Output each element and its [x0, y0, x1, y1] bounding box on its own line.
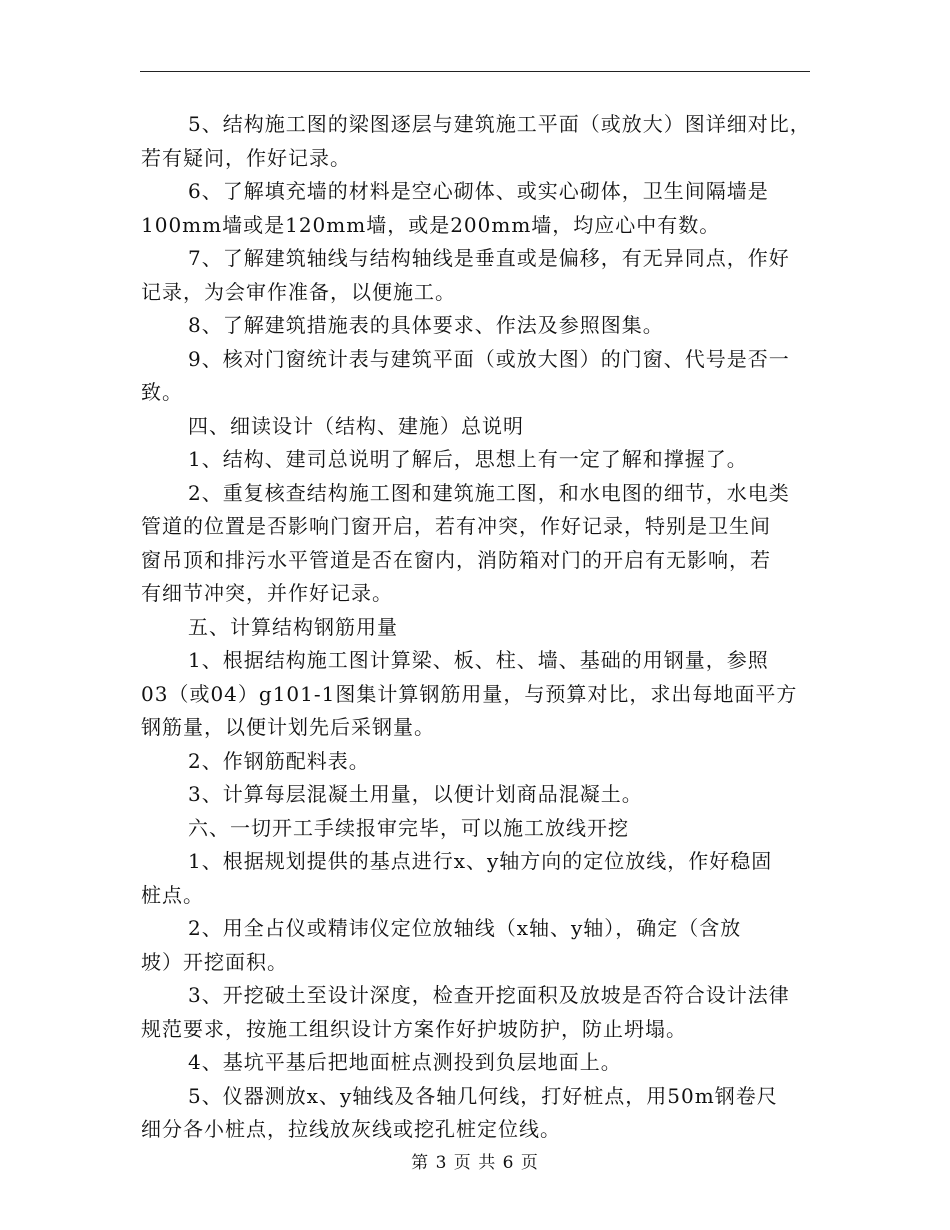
text-line: 2、作钢筋配料表。 [188, 748, 370, 773]
document-body [141, 108, 821, 1147]
text-line: 窗吊顶和排污水平管道是否在窗内，消防箱对门的开启有无影响，若 [141, 547, 771, 572]
text-line: 2、用全占仪或精讳仪定位放轴线（x轴、y轴），确定（含放 [188, 916, 742, 940]
text-line: 五、计算结构钢筋用量 [188, 614, 398, 639]
text-line: 4、基坑平基后把地面桩点测投到负层地面上。 [188, 1050, 622, 1074]
text-line: 管道的位置是否影响门窗开启，若有冲突，作好记录，特别是卫生间 [141, 514, 771, 538]
text-line: 六、一切开工手续报审完毕，可以施工放线开挖 [188, 815, 629, 840]
text-line: 1、结构、建司总说明了解后，思想上有一定了解和撑握了。 [188, 447, 748, 471]
text-line: 致。 [141, 380, 183, 404]
page-footer: 第 3 页 共 6 页 [411, 1153, 539, 1173]
text-line: 5、仪器测放x、y轴线及各轴几何线，打好桩点，用50m钢卷尺 [188, 1083, 778, 1108]
text-line: 记录，为会审作准备，以便施工。 [141, 279, 456, 304]
text-line: 8、了解建筑措施表的具体要求、作法及参照图集。 [188, 313, 664, 337]
text-line: 有细节冲突，并作好记录。 [141, 581, 393, 605]
text-line: 1、根据结构施工图计算梁、板、柱、墙、基础的用钢量，参照 [188, 648, 769, 672]
text-line: 桩点。 [141, 882, 204, 907]
text-line: 5、结构施工图的梁图逐层与建筑施工平面（或放大）图详细对比， [188, 112, 811, 136]
text-line: 6、了解填充墙的材料是空心砌体、或实心砌体，卫生间隔墙是 [188, 179, 769, 203]
text-line: 2、重复核查结构施工图和建筑施工图，和水电图的细节，水电类 [188, 480, 790, 505]
text-line: 钢筋量，以便计划先后采钢量。 [141, 715, 435, 739]
text-line: 3、开挖破土至设计深度，检查开挖面积及放坡是否符合设计法律 [188, 983, 790, 1007]
text-line: 3、计算每层混凝土用量，以便计划商品混凝土。 [188, 782, 643, 806]
header-rule [140, 71, 810, 72]
text-line: 9、核对门窗统计表与建筑平面（或放大图）的门窗、代号是否一 [188, 346, 790, 371]
text-line: 1、根据规划提供的基点进行x、y轴方向的定位放线，作好稳固 [188, 849, 773, 873]
text-line: 坡）开挖面积。 [141, 949, 288, 974]
text-line: 03（或04）g101-1图集计算钢筋用量，与预算对比，求出每地面平方 [141, 681, 798, 706]
text-line: 规范要求，按施工组织设计方案作好护坡防护，防止坍塌。 [141, 1016, 687, 1041]
text-line: 若有疑问，作好记录。 [141, 145, 351, 170]
text-line: 四、细读设计（结构、建施）总说明 [188, 413, 524, 438]
text-line: 7、了解建筑轴线与结构轴线是垂直或是偏移，有无异同点，作好 [188, 246, 790, 270]
text-line: 100mm墙或是120mm墙，或是200mm墙，均应心中有数。 [141, 212, 721, 237]
text-line: 细分各小桩点，拉线放灰线或挖孔桩定位线。 [141, 1117, 561, 1141]
